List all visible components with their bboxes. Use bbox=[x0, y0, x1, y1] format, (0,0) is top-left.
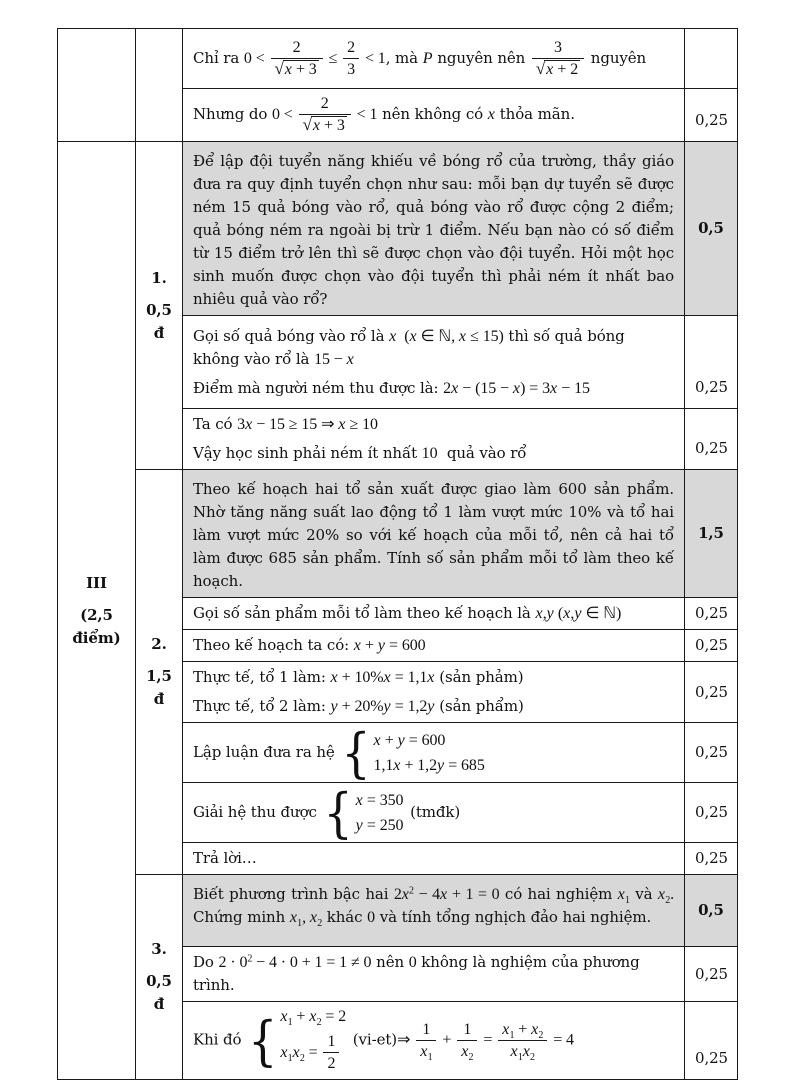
points-cell: 1,5 bbox=[685, 470, 738, 598]
fraction: $\frac{x_1 + x_2}{x_1x_2}$ bbox=[498, 1020, 547, 1062]
subquestion-number: 3. bbox=[151, 940, 167, 958]
subquestion-points: 1,5 đ bbox=[146, 667, 172, 708]
solution-step-cell: Thực tế, tổ 1 làm: x + 10%x = 1,1x (sản phảm) Thực tế, tổ 2 làm: y + 20%y = 1,2y (sản phẩm) bbox=[183, 662, 685, 723]
points-cell: 0,25 bbox=[685, 843, 738, 875]
question-total-points: (2,5 điểm) bbox=[72, 605, 121, 647]
square-root: √ x + 3 bbox=[302, 115, 345, 134]
points-cell: 0,25 bbox=[685, 783, 738, 843]
points-cell: 0,25 bbox=[685, 723, 738, 783]
points-cell: 0,25 bbox=[685, 947, 738, 1002]
problem-statement-cell: Theo kế hoạch hai tổ sản xuất được giao làm 600 sản phẩm. Nhờ tăng năng suất lao động tổ 1 làm vượt mức 10% và tổ hai làm vượt mức 20% so với kế hoạch của mỗi tổ, nên cả hai tổ làm được 685 sản phẩm. Tính số sản phẩm mỗi tổ làm theo kế hoạch. bbox=[183, 470, 685, 598]
answer-row bbox=[58, 29, 738, 89]
subquestion-number: 2. bbox=[151, 635, 167, 653]
points-cell: 0,25 bbox=[685, 630, 738, 662]
subquestion-label-cell bbox=[136, 875, 183, 1080]
subquestion-number: 1. bbox=[151, 268, 167, 287]
radical-icon: √ bbox=[274, 58, 284, 78]
question-label-cell bbox=[58, 29, 136, 142]
answer-row bbox=[58, 142, 738, 316]
radical-icon: √ bbox=[302, 115, 312, 134]
solution-step-cell: Lập luận đưa ra hệ { x + y = 600 1,1x + 1,2y = 685 bbox=[183, 723, 685, 783]
solution-step-cell: Gọi số quả bóng vào rổ là x (x ∈ ℕ, x ≤ 15) thì số quả bóng không vào rổ là 15 − x Điểm mà người ném thu được là: 2x − (15 − x) = 3x − 15 bbox=[183, 316, 685, 409]
subquestion-points: 0,5 đ bbox=[146, 972, 172, 1013]
solution-step-cell: Nhưng do 0 < 2 √ x + 3 < 1 nên không có x thỏa mãn. bbox=[183, 89, 685, 142]
points-cell: 0,5 bbox=[685, 875, 738, 947]
subquestion-label-cell bbox=[136, 29, 183, 142]
fraction: $\frac{1}{x_2}$ bbox=[457, 1020, 477, 1062]
problem-statement-cell: Biết phương trình bậc hai $2x^2 - 4x + 1 = 0$ có hai nghiệm $x_1$ và $x_2$. Chứng minh $x_1$, $x_2$ khác 0 và tính tổng nghịch đảo hai nghiệm. bbox=[183, 875, 685, 947]
solution-step-cell: Theo kế hoạch ta có: x + y = 600 bbox=[183, 630, 685, 662]
fraction: $\frac{1}{2}$ bbox=[323, 1032, 339, 1074]
subquestion-label-cell bbox=[136, 470, 183, 875]
solution-step-cell: Gọi số sản phẩm mỗi tổ làm theo kế hoạch là x,y (x,y ∈ ℕ) bbox=[183, 598, 685, 630]
solution-step-cell: Chỉ ra 0 < 2 √ x + 3 ≤ $\frac{2}{3}$ < 1, mà P nguyên nên 3 √ x + 2 nguyên bbox=[183, 29, 685, 89]
problem-statement-cell: Để lập đội tuyển năng khiếu về bóng rổ của trường, thầy giáo đưa ra quy định tuyển chọn như sau: mỗi bạn dự tuyển sẽ được ném 15 quả bóng vào rổ, quả bóng vào rổ được cộng 2 điểm; quả bóng ném ra ngoài bị trừ 1 điểm. Nếu bạn nào có số điểm từ 15 điểm trở lên thì sẽ được chọn vào đội tuyển. Hỏi một học sinh muốn được chọn vào đội tuyển thì phải ném ít nhất bao nhiêu quả vào rổ? bbox=[183, 142, 685, 316]
answer-row bbox=[58, 470, 738, 598]
points-cell: 0,25 bbox=[685, 598, 738, 630]
solution-step-cell: Do $2 \cdot 0^2 - 4 \cdot 0 + 1 = 1 \ne 0$ nên 0 không là nghiệm của phương trình. bbox=[183, 947, 685, 1002]
subquestion-label-cell bbox=[136, 142, 183, 470]
solution-step-cell: Trả lời… bbox=[183, 843, 685, 875]
subquestion-points: 0,5 đ bbox=[146, 300, 172, 342]
equation-system: { x + y = 600 1,1x + 1,2y = 685 bbox=[341, 721, 485, 784]
equation-system: { x = 350 y = 250 bbox=[323, 781, 404, 844]
solution-step-cell: Giải hệ thu được { x = 350 y = 250 (tmđk) bbox=[183, 783, 685, 843]
fraction: $\frac{2}{3}$ bbox=[343, 38, 359, 80]
points-cell: 0,25 bbox=[685, 1002, 738, 1080]
square-root: √ x + 2 bbox=[535, 58, 579, 78]
solution-step-cell: Ta có 3x − 15 ≥ 15 ⇒ x ≥ 10 Vậy học sinh phải ném ít nhất 10 quả vào rổ bbox=[183, 409, 685, 470]
points-cell: 0,5 bbox=[685, 142, 738, 316]
answer-table bbox=[57, 28, 738, 1080]
fraction: 3 √ x + 2 bbox=[532, 38, 584, 80]
points-cell bbox=[685, 29, 738, 89]
radical-icon: √ bbox=[535, 58, 546, 78]
fraction: 2 √ x + 3 bbox=[299, 94, 351, 136]
points-cell: 0,25 bbox=[685, 316, 738, 409]
points-cell: 0,25 bbox=[685, 662, 738, 723]
equation-system: { $x_1 + x_2 = 2$ $x_1x_2$ = $\frac{1}{2}$ bbox=[248, 1008, 347, 1072]
question-roman-numeral: III bbox=[86, 573, 107, 592]
points-cell: 0,25 bbox=[685, 89, 738, 142]
square-root: √ x + 3 bbox=[274, 58, 317, 78]
fraction: 2 √ x + 3 bbox=[271, 38, 323, 80]
solution-step-cell: Khi đó { $x_1 + x_2 = 2$ $x_1x_2$ = $\frac{1}{2}$ (vi-et)⇒ $\frac{1}{x_1}$ + $\frac{1}{x_2}$ = $\frac{x_1 + x_2}{x_1x_2}$ = 4 bbox=[183, 1002, 685, 1080]
answer-table-body bbox=[58, 29, 738, 1080]
fraction: $\frac{1}{x_1}$ bbox=[416, 1020, 436, 1062]
question-label-cell bbox=[58, 142, 136, 1080]
points-cell: 0,25 bbox=[685, 409, 738, 470]
answer-row bbox=[58, 875, 738, 947]
